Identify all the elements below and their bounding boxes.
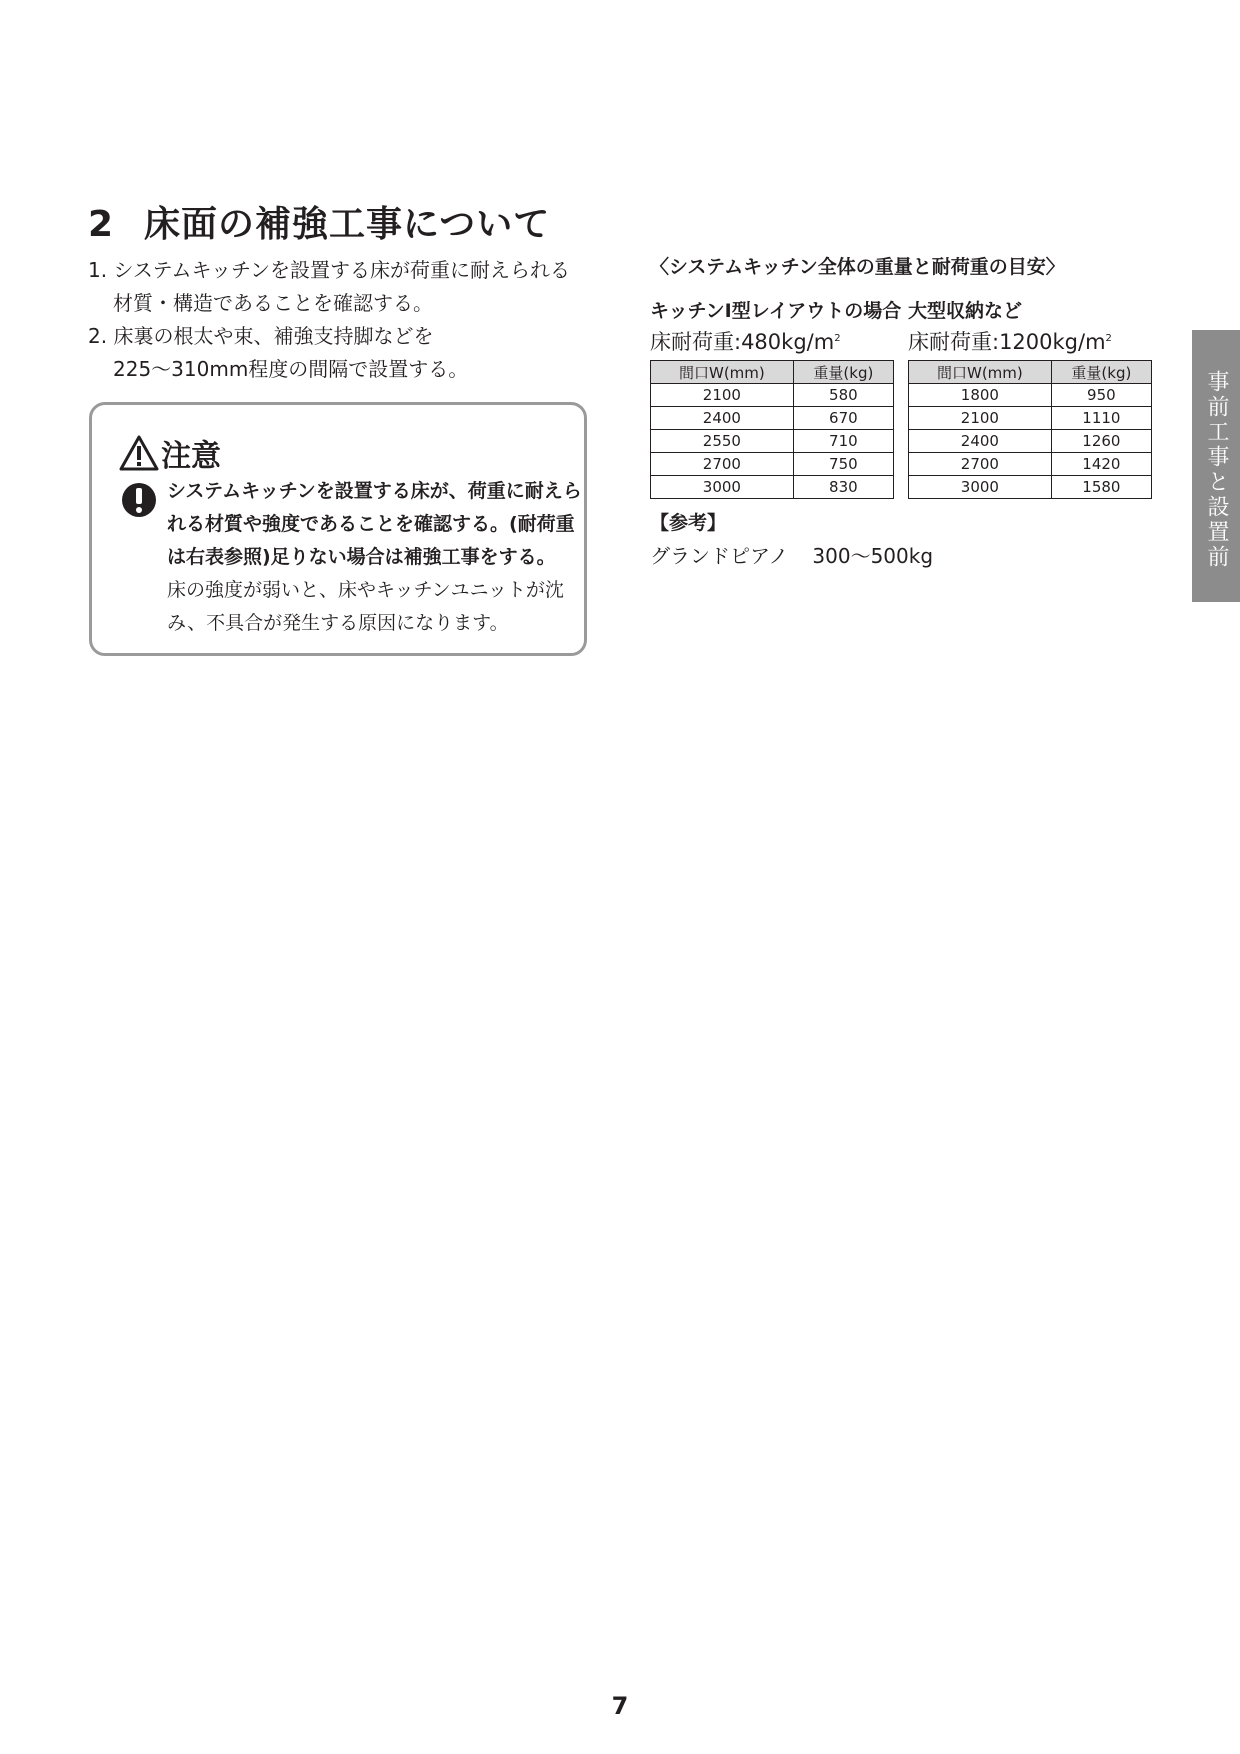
caution-title bbox=[119, 431, 221, 475]
load-guide-title: 〈システムキッチン全体の重量と耐荷重の目安〉 bbox=[650, 256, 1065, 278]
table-row bbox=[651, 430, 894, 453]
kitchen-weight-table bbox=[650, 360, 894, 499]
capacity-text: 床耐荷重:1200kg/m bbox=[908, 330, 1106, 354]
weight-cell: 1110 bbox=[1051, 407, 1151, 430]
caution-line: 床の強度が弱いと、床やキッチンユニットが沈 bbox=[167, 579, 564, 601]
table-row bbox=[909, 407, 1152, 430]
procedure-list bbox=[88, 254, 608, 386]
width-cell: 2100 bbox=[909, 407, 1052, 430]
width-cell: 2100 bbox=[651, 384, 794, 407]
procedure-step bbox=[88, 254, 608, 320]
capacity-text: 床耐荷重:480kg/m bbox=[650, 330, 835, 354]
procedure-step bbox=[88, 320, 608, 386]
weight-cell: 950 bbox=[1051, 384, 1151, 407]
procedure-step-line: 225〜310mm程度の間隔で設置する。 bbox=[113, 357, 469, 381]
weight-cell: 750 bbox=[793, 453, 893, 476]
weight-cell: 580 bbox=[793, 384, 893, 407]
table-row bbox=[651, 453, 894, 476]
width-column-header: 間口W(mm) bbox=[909, 361, 1052, 384]
capacity-unit-exponent: 2 bbox=[1105, 333, 1112, 344]
table-row bbox=[909, 476, 1152, 499]
storage-load-column bbox=[908, 296, 1152, 499]
width-cell: 3000 bbox=[651, 476, 794, 499]
caution-emphasis bbox=[167, 475, 587, 574]
weight-cell: 1580 bbox=[1051, 476, 1151, 499]
kitchen-floor-capacity bbox=[650, 326, 894, 360]
page-number: 7 bbox=[611, 1692, 629, 1720]
table-row bbox=[909, 453, 1152, 476]
storage-floor-capacity bbox=[908, 326, 1152, 360]
weight-column-header: 重量(kg) bbox=[1051, 361, 1151, 384]
weight-column-header: 重量(kg) bbox=[793, 361, 893, 384]
width-cell: 2550 bbox=[651, 430, 794, 453]
caution-label: 注意 bbox=[161, 439, 221, 474]
reference-item bbox=[650, 540, 933, 569]
warning-triangle-icon bbox=[119, 435, 159, 471]
table-row bbox=[909, 430, 1152, 453]
weight-cell: 1260 bbox=[1051, 430, 1151, 453]
width-cell: 2400 bbox=[651, 407, 794, 430]
weight-cell: 710 bbox=[793, 430, 893, 453]
section-heading bbox=[88, 196, 550, 247]
procedure-step-line: 2. 床裏の根太や束、補強支持脚などを bbox=[88, 324, 434, 348]
kitchen-layout-title: キッチンI型レイアウトの場合 bbox=[650, 300, 902, 322]
chapter-side-tab bbox=[1192, 330, 1240, 602]
caution-line: システムキッチンを設置する床が、荷重に耐えら bbox=[167, 480, 582, 502]
caution-line: は右表参照)足りない場合は補強工事をする。 bbox=[167, 546, 556, 568]
storage-weight-table bbox=[908, 360, 1152, 499]
reference-label: 【参考】 bbox=[650, 512, 727, 534]
table-row bbox=[651, 384, 894, 407]
width-cell: 2700 bbox=[909, 453, 1052, 476]
width-cell: 2400 bbox=[909, 430, 1052, 453]
table-row bbox=[909, 384, 1152, 407]
procedure-step-line: 材質・構造であることを確認する。 bbox=[113, 291, 433, 315]
chapter-side-tab-label: 事前工事と設置前 bbox=[1204, 370, 1229, 570]
section-number: 2 bbox=[88, 204, 115, 245]
width-cell: 1800 bbox=[909, 384, 1052, 407]
width-cell: 3000 bbox=[909, 476, 1052, 499]
kitchen-load-column bbox=[650, 296, 902, 499]
table-header-row bbox=[651, 361, 894, 384]
reference-item-value: 300〜500kg bbox=[812, 544, 934, 568]
caution-text bbox=[167, 475, 587, 640]
caution-box bbox=[89, 402, 587, 656]
exclamation-circle-icon bbox=[121, 482, 157, 518]
table-header-row bbox=[909, 361, 1152, 384]
table-row bbox=[651, 476, 894, 499]
capacity-unit-exponent: 2 bbox=[834, 333, 841, 344]
caution-line: み、不具合が発生する原因になります。 bbox=[167, 612, 509, 634]
weight-cell: 830 bbox=[793, 476, 893, 499]
weight-cell: 670 bbox=[793, 407, 893, 430]
weight-cell: 1420 bbox=[1051, 453, 1151, 476]
reference-item-name: グランドピアノ bbox=[650, 544, 789, 568]
procedure-step-line: 1. システムキッチンを設置する床が荷重に耐えられる bbox=[88, 258, 571, 282]
caution-line: れる材質や強度であることを確認する。(耐荷重 bbox=[167, 513, 575, 535]
width-column-header: 間口W(mm) bbox=[651, 361, 794, 384]
section-title: 床面の補強工事について bbox=[144, 204, 551, 245]
storage-title: 大型収納など bbox=[908, 300, 1023, 322]
table-row bbox=[651, 407, 894, 430]
width-cell: 2700 bbox=[651, 453, 794, 476]
